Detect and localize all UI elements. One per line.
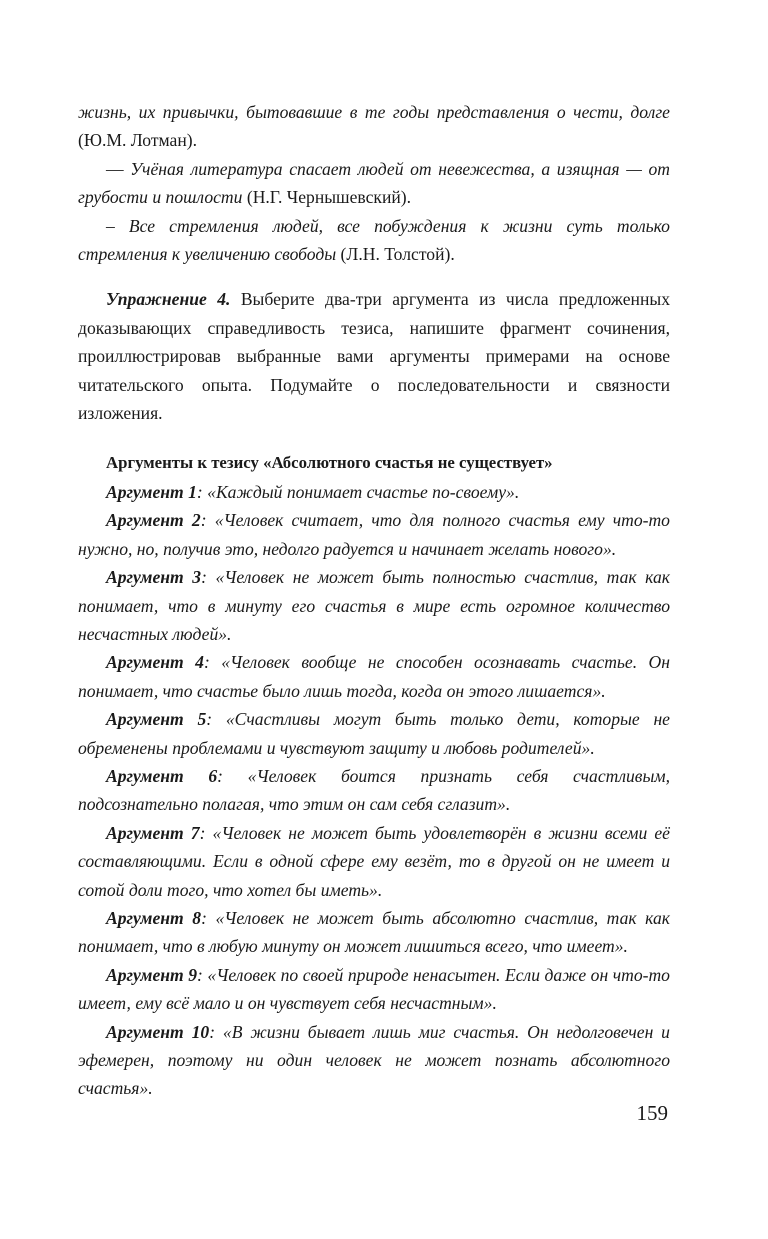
argument-item [78, 819, 670, 904]
quote-lotman [78, 98, 670, 155]
quote-chernyshevsky [78, 155, 670, 212]
argument-item [78, 563, 670, 648]
quote-text: жизнь, их привычки, бытовавшие в те годы представления о чести, долге [78, 102, 670, 122]
argument-text: : «Счастливы могут быть только дети, которые не обременены проблемами и чувствуют защиту и любовь родителей». [78, 709, 670, 758]
argument-label: Аргумент 5 [106, 709, 207, 730]
text-column [78, 98, 670, 1103]
argument-label: Аргумент 3 [106, 567, 202, 588]
quote-author: (Ю.М. Лотман). [78, 130, 198, 151]
argument-text: : «Человек вообще не способен осознавать счастье. Он понимает, что счастье было лишь тогда, когда он этого лишается». [78, 652, 670, 701]
argument-label: Аргумент 7 [106, 822, 200, 843]
page-number: 159 [636, 1101, 668, 1125]
argument-list [78, 478, 670, 1103]
argument-text: : «Человек боится признать себя счастливым, подсознательно полагая, что этим он сам себя сглазит». [78, 765, 670, 815]
argument-text: : «Человек по своей природе ненасытен. Если даже он что-то имеет, ему всё мало и он чувствует себя несчастным». [78, 964, 670, 1014]
argument-label: Аргумент 1 [106, 481, 197, 502]
argument-item [78, 961, 670, 1018]
argument-text: : «В жизни бывает лишь миг счастья. Он недолговечен и эфемерен, поэтому ни один человек не может познать абсолютного счастья». [78, 1021, 670, 1099]
argument-text: : «Человек не может быть полностью счастлив, так как понимает, что в минуту его счастья в мире есть огромное количество несчастных людей». [78, 567, 670, 644]
quote-text: Все стремления людей, все побуждения к жизни суть только стремления к увеличению свободы [78, 215, 670, 265]
quote-author: (Л.Н. Толстой). [336, 244, 455, 265]
argument-text: : «Человек считает, что для полного счастья ему что-то нужно, но, получив это, недолго радуется и начинает желать нового». [78, 510, 670, 559]
argument-label: Аргумент 8 [106, 907, 202, 928]
exercise-paragraph [78, 285, 670, 427]
argument-item [78, 762, 670, 819]
argument-label: Аргумент 2 [106, 510, 201, 531]
argument-label: Аргумент 9 [106, 964, 198, 985]
section-heading: Аргументы к тезису «Абсолютного счастья не существует» [106, 453, 553, 473]
exercise-text: Выберите два-три аргумента из числа предложенных доказывающих справедливость тезиса, напишите фрагмент сочинения, проиллюстрировав выбранные вами аргументы примерами на основе читательского опыта. Подумайте о последовательности и связности изложения. [78, 289, 670, 424]
argument-item [78, 648, 670, 705]
quote-text: Учёная литература спасает людей от невежества, а изящная — от грубости и пошлости [78, 158, 670, 208]
argument-label: Аргумент 4 [106, 652, 204, 673]
quote-dash: — [106, 158, 131, 179]
argument-text: : «Каждый понимает счастье по-своему». [196, 481, 520, 502]
quote-author: (Н.Г. Чернышевский). [242, 187, 412, 208]
argument-item [78, 506, 670, 563]
argument-item [78, 904, 670, 961]
argument-item [78, 705, 670, 762]
argument-item [78, 478, 670, 506]
argument-item [78, 1018, 670, 1103]
argument-label: Аргумент 6 [106, 765, 218, 786]
quote-tolstoy [78, 212, 670, 269]
quote-dash: – [106, 215, 129, 236]
argument-text: : «Человек не может быть удовлетворён в жизни всеми её составляющими. Если в одной сфере ему везёт, то в другой он не имеет и сотой доли того, что хотел бы иметь». [78, 822, 670, 900]
exercise-label: Упражнение 4. [106, 289, 231, 310]
argument-label: Аргумент 10 [106, 1021, 210, 1042]
argument-text: : «Человек не может быть абсолютно счастлив, так как понимает, что в любую минуту он может лишиться всего, что имеет». [78, 907, 670, 957]
